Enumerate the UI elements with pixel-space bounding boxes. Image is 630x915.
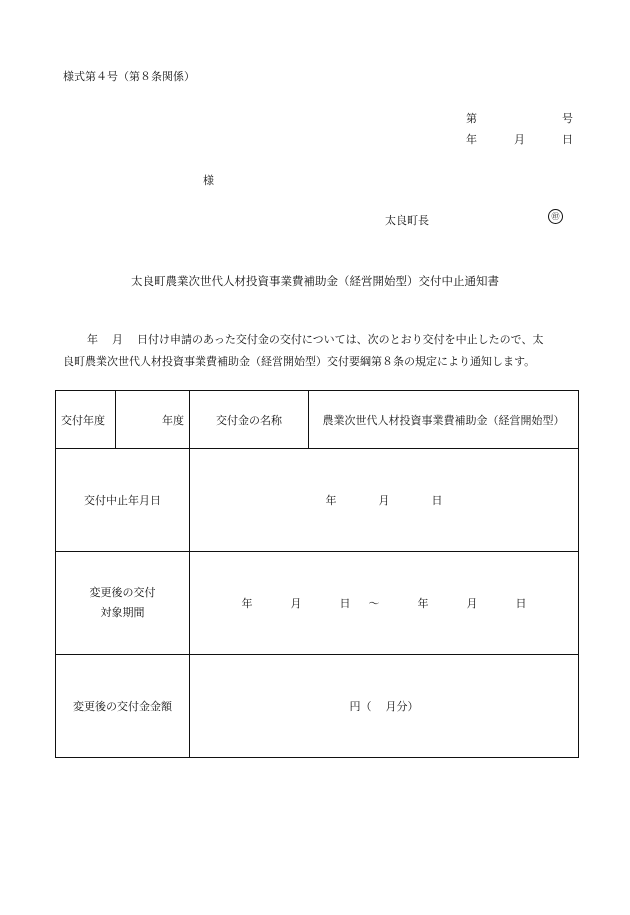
amount-value <box>190 655 579 758</box>
cancel-date-value <box>190 449 579 552</box>
body-line-2: 良町農業次世代人材投資事業費補助金（経営開始型）交付要綱第８条の規定により通知します。 <box>63 355 536 368</box>
body-line-1 <box>63 329 583 351</box>
issue-date-month: 月 <box>514 133 525 146</box>
amount-label: 変更後の交付金金額 <box>56 655 190 758</box>
grant-name-value: 農業次世代人材投資事業費補助金（経営開始型） <box>309 391 579 449</box>
amount-month-portion: 月分） <box>385 700 419 713</box>
cancel-date-day: 日 <box>431 494 443 507</box>
period-start-month: 月 <box>290 597 302 610</box>
issue-date-year: 年 <box>466 133 477 146</box>
document-number-prefix: 第 <box>466 112 477 125</box>
document-number-suffix: 号 <box>562 112 573 125</box>
table-row <box>56 391 579 449</box>
amount-yen: 円（ <box>349 700 372 713</box>
table-row <box>56 655 579 758</box>
period-value <box>190 552 579 655</box>
table-row <box>56 552 579 655</box>
cancel-date-year: 年 <box>325 494 337 507</box>
issuer-name: 太良町長 <box>385 214 429 227</box>
issue-date-day: 日 <box>562 133 573 146</box>
grant-name-label: 交付金の名称 <box>190 391 309 449</box>
fiscal-year-unit: 年度 <box>116 391 190 449</box>
form-number: 様式第４号（第８条関係） <box>63 70 195 83</box>
period-start-day: 日 <box>339 597 351 610</box>
body-text <box>63 329 583 373</box>
document-title: 太良町農業次世代人材投資事業費補助金（経営開始型）交付中止通知書 <box>131 274 499 288</box>
cancel-date-label: 交付中止年月日 <box>56 449 190 552</box>
period-label-line-1: 変更後の交付 <box>89 586 156 599</box>
table-row <box>56 449 579 552</box>
cancel-date-month: 月 <box>378 494 390 507</box>
period-tilde: ～ <box>368 597 380 610</box>
period-start-year: 年 <box>241 597 253 610</box>
period-label-line-2: 対象期間 <box>100 606 145 619</box>
fiscal-year-label: 交付年度 <box>56 391 116 449</box>
period-end-month: 月 <box>466 597 478 610</box>
body-year: 年 <box>87 333 98 346</box>
addressee-suffix: 様 <box>203 174 214 187</box>
period-label <box>56 552 190 655</box>
seal-icon: ㊞ <box>548 209 563 224</box>
period-end-year: 年 <box>417 597 429 610</box>
notice-table <box>55 390 579 758</box>
period-end-day: 日 <box>515 597 527 610</box>
body-month: 月 <box>112 333 123 346</box>
body-line-1-text: 日付け申請のあった交付金の交付については、次のとおり交付を中止したので、太 <box>137 333 544 346</box>
